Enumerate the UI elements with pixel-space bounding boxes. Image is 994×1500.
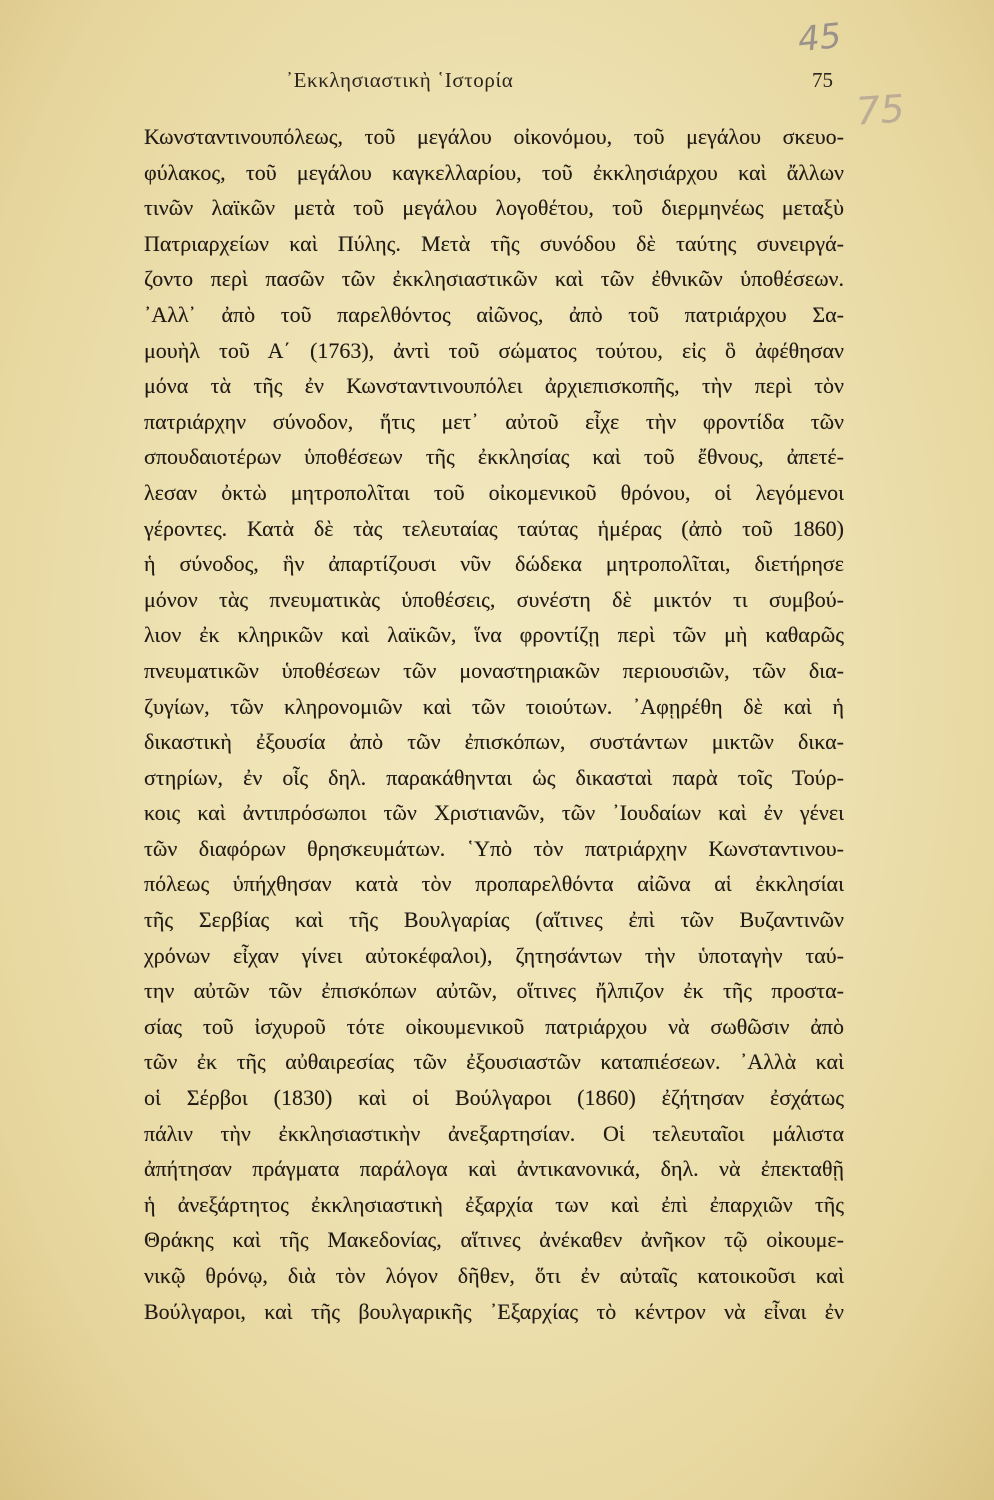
text-line: πόλεως ὑπήχθησαν κατὰ τὸν προπαρελθόντα αἰῶνα αἱ ἐκκλησίαι: [144, 871, 844, 897]
text-line: τινῶν λαϊκῶν μετὰ τοῦ μεγάλου λογοθέτου, τοῦ διερμηνέως μεταξὺ: [144, 195, 844, 221]
text-line: δικαστικὴ ἐξουσία ἀπὸ τῶν ἐπισκόπων, συστάντων μικτῶν δικα-: [144, 729, 844, 755]
pencil-annotation-top: 45: [796, 15, 844, 61]
text-line: λεσαν ὀκτὼ μητροπολῖται τοῦ οἰκομενικοῦ θρόνου, οἱ λεγόμενοι: [144, 479, 844, 505]
text-line: ἡ ἀνεξάρτητος ἐκκλησιαστικὴ ἐξαρχία των καὶ ἐπὶ ἐπαρχιῶν τῆς: [144, 1191, 844, 1217]
text-line: στηρίων, ἐν οἷς δηλ. παρακάθηνται ὡς δικασταὶ παρὰ τοῖς Τούρ-: [144, 764, 844, 790]
text-line: γέροντες. Κατὰ δὲ τὰς τελευταίας ταύτας ἡμέρας (ἀπὸ τοῦ 1860): [144, 515, 844, 541]
pencil-annotation-margin: 75: [854, 86, 906, 134]
text-line: Βούλγαροι, καὶ τῆς βουλγαρικῆς ᾿Εξαρχίας τὸ κέντρον νὰ εἶναι ἐν: [144, 1298, 844, 1324]
text-line: τῶν διαφόρων θρησκευμάτων. ῾Υπὸ τὸν πατριάρχην Κωνσταντινου-: [144, 835, 844, 861]
text-line: τῶν ἐκ τῆς αὐθαιρεσίας τῶν ἐξουσιαστῶν καταπιέσεων. ᾿Αλλὰ καὶ: [144, 1049, 844, 1075]
text-line: ἀπήτησαν πράγματα παράλογα καὶ ἀντικανονικά, δηλ. νὰ ἐπεκταθῇ: [144, 1156, 844, 1182]
text-line: την αὐτῶν τῶν ἐπισκόπων αὐτῶν, οἵτινες ἤλπιζον ἐκ τῆς προστα-: [144, 978, 844, 1004]
text-line: μόνον τὰς πνευματικὰς ὑποθέσεις, συνέστη δὲ μικτόν τι συμβού-: [144, 586, 844, 612]
text-line: πνευματικῶν ὑποθέσεων τῶν μοναστηριακῶν περιουσιῶν, τῶν δια-: [144, 657, 844, 683]
text-line: ᾿Αλλ᾿ ἀπὸ τοῦ παρελθόντος αἰῶνος, ἀπὸ τοῦ πατριάρχου Σα-: [144, 301, 844, 327]
text-line: πατριάρχην σύνοδον, ἥτις μετ᾿ αὐτοῦ εἶχε τὴν φροντίδα τῶν: [144, 408, 844, 434]
text-line: μόνα τὰ τῆς ἐν Κωνσταντινουπόλει ἀρχιεπισκοπῆς, τὴν περὶ τὸν: [144, 373, 844, 399]
text-line: πάλιν τὴν ἐκκλησιαστικὴν ἀνεξαρτησίαν. Οἱ τελευταῖοι μάλιστα: [144, 1120, 844, 1146]
text-line: Πατριαρχείων καὶ Πύλης. Μετὰ τῆς συνόδου δὲ ταύτης συνειργά-: [144, 230, 844, 256]
text-line: φύλακος, τοῦ μεγάλου καγκελλαρίου, τοῦ ἐκκλησιάρχου καὶ ἄλλων: [144, 159, 844, 185]
text-line: Κωνσταντινουπόλεως, τοῦ μεγάλου οἰκονόμου, τοῦ μεγάλου σκευο-: [144, 124, 844, 149]
text-line: νικῷ θρόνῳ, διὰ τὸν λόγον δῆθεν, ὅτι ἐν αὐταῖς κατοικοῦσι καὶ: [144, 1263, 844, 1288]
text-line: Θράκης καὶ τῆς Μακεδονίας, αἵτινες ἀνέκαθεν ἀνῆκον τῷ οἰκουμε-: [144, 1227, 844, 1253]
text-line: ἡ σύνοδος, ἣν ἀπαρτίζουσι νῦν δώδεκα μητροπολῖται, διετήρησε: [144, 551, 844, 577]
body-text: [144, 119, 844, 1329]
text-line: ζοντο περὶ πασῶν τῶν ἐκκλησιαστικῶν καὶ τῶν ἐθνικῶν ὑποθέσεων.: [144, 266, 844, 292]
text-line: ζυγίων, τῶν κληρονομιῶν καὶ τῶν τοιούτων. ᾿Αφῃρέθη δὲ καὶ ἡ: [144, 693, 844, 719]
text-line: σπουδαιοτέρων ὑποθέσεων τῆς ἐκκλησίας καὶ τοῦ ἔθνους, ἀπετέ-: [144, 444, 844, 470]
text-line: χρόνων εἶχαν γίνει αὐτοκέφαλοι), ζητησάντων τὴν ὑποταγὴν ταύ-: [144, 942, 844, 968]
text-line: σίας τοῦ ἰσχυροῦ τότε οἰκουμενικοῦ πατριάρχου νὰ σωθῶσιν ἀπὸ: [144, 1013, 844, 1039]
page-number: 75: [812, 68, 833, 92]
text-line: τῆς Σερβίας καὶ τῆς Βουλγαρίας (αἵτινες ἐπὶ τῶν Βυζαντινῶν: [144, 907, 844, 933]
text-line: λιον ἐκ κληρικῶν καὶ λαϊκῶν, ἵνα φροντίζῃ περὶ τῶν μὴ καθαρῶς: [144, 622, 844, 648]
text-line: κοις καὶ ἀντιπρόσωποι τῶν Χριστιανῶν, τῶν ᾿Ιουδαίων καὶ ἐν γένει: [144, 800, 844, 826]
running-title: ᾿Εκκλησιαστικὴ ῾Ιστορία: [286, 68, 514, 92]
text-line: οἱ Σέρβοι (1830) καὶ οἱ Βούλγαροι (1860) ἐζήτησαν ἐσχάτως: [144, 1085, 844, 1111]
text-line: μουὴλ τοῦ Α΄ (1763), ἀντὶ τοῦ σώματος τούτου, εἰς ὃ ἀφέθησαν: [144, 337, 844, 363]
